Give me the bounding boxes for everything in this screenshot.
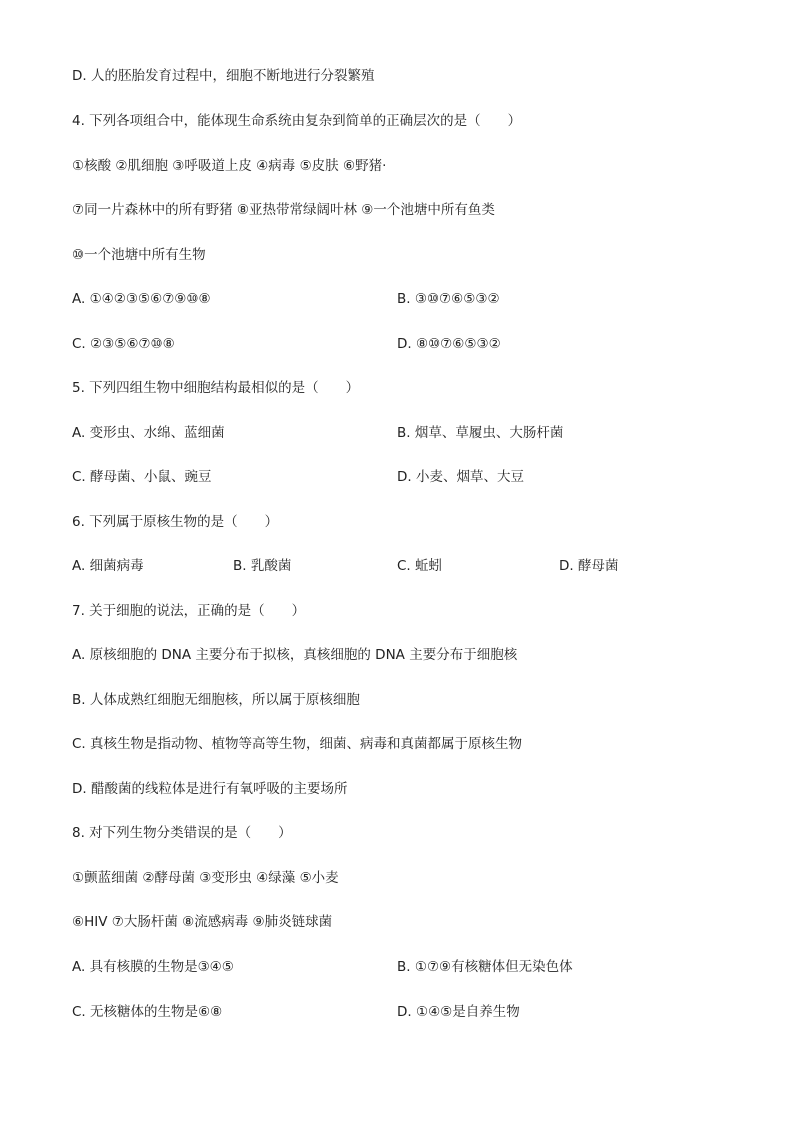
q5-option-c: C. 酵母菌、小鼠、豌豆 <box>72 469 212 485</box>
q4-option-a: A. ①④②③⑤⑥⑦⑨⑩⑧ <box>72 291 211 307</box>
q6-stem: 6. 下列属于原核生物的是（ ） <box>72 514 279 530</box>
q7-option-b: B. 人体成熟红细胞无细胞核，所以属于原核细胞 <box>72 692 360 708</box>
q7-option-d: D. 醋酸菌的线粒体是进行有氧呼吸的主要场所 <box>72 781 348 797</box>
q7-stem: 7. 关于细胞的说法，正确的是（ ） <box>72 603 306 619</box>
q7-option-c: C. 真核生物是指动物、植物等高等生物，细菌、病毒和真菌都属于原核生物 <box>72 736 523 752</box>
q8-option-a: A. 具有核膜的生物是③④⑤ <box>72 959 234 975</box>
q4-items-line3: ⑩一个池塘中所有生物 <box>72 247 206 263</box>
q8-stem: 8. 对下列生物分类错误的是（ ） <box>72 825 292 841</box>
q6-option-d: D. 酵母菌 <box>559 558 619 574</box>
q8-option-c: C. 无核糖体的生物是⑥⑧ <box>72 1004 223 1020</box>
q5-option-a: A. 变形虫、水绵、蓝细菌 <box>72 425 225 441</box>
q6-option-b: B. 乳酸菌 <box>233 558 292 574</box>
q4-option-b: B. ③⑩⑦⑥⑤③② <box>397 291 500 307</box>
q3-option-d: D. 人的胚胎发育过程中，细胞不断地进行分裂繁殖 <box>72 68 375 84</box>
q4-items-line2: ⑦同一片森林中的所有野猪 ⑧亚热带常绿阔叶林 ⑨一个池塘中所有鱼类 <box>72 202 495 218</box>
q8-items-line1: ①颤蓝细菌 ②酵母菌 ③变形虫 ④绿藻 ⑤小麦 <box>72 870 339 886</box>
q4-option-d: D. ⑧⑩⑦⑥⑤③② <box>397 336 501 352</box>
q7-option-a: A. 原核细胞的 DNA 主要分布于拟核，真核细胞的 DNA 主要分布于细胞核 <box>72 647 518 663</box>
q5-option-b: B. 烟草、草履虫、大肠杆菌 <box>397 425 564 441</box>
q4-stem: 4. 下列各项组合中，能体现生命系统由复杂到简单的正确层次的是（ ） <box>72 113 522 129</box>
q8-option-d: D. ①④⑤是自养生物 <box>397 1004 520 1020</box>
q8-items-line2: ⑥HIV ⑦大肠杆菌 ⑧流感病毒 ⑨肺炎链球菌 <box>72 914 333 930</box>
q8-option-b: B. ①⑦⑨有核糖体但无染色体 <box>397 959 573 975</box>
q5-stem: 5. 下列四组生物中细胞结构最相似的是（ ） <box>72 380 360 396</box>
q4-option-c: C. ②③⑤⑥⑦⑩⑧ <box>72 336 175 352</box>
q6-option-c: C. 蚯蚓 <box>397 558 443 574</box>
q5-option-d: D. 小麦、烟草、大豆 <box>397 469 524 485</box>
q4-items-line1: ①核酸 ②肌细胞 ③呼吸道上皮 ④病毒 ⑤皮肤 ⑥野猪· <box>72 158 387 174</box>
q6-option-a: A. 细菌病毒 <box>72 558 144 574</box>
